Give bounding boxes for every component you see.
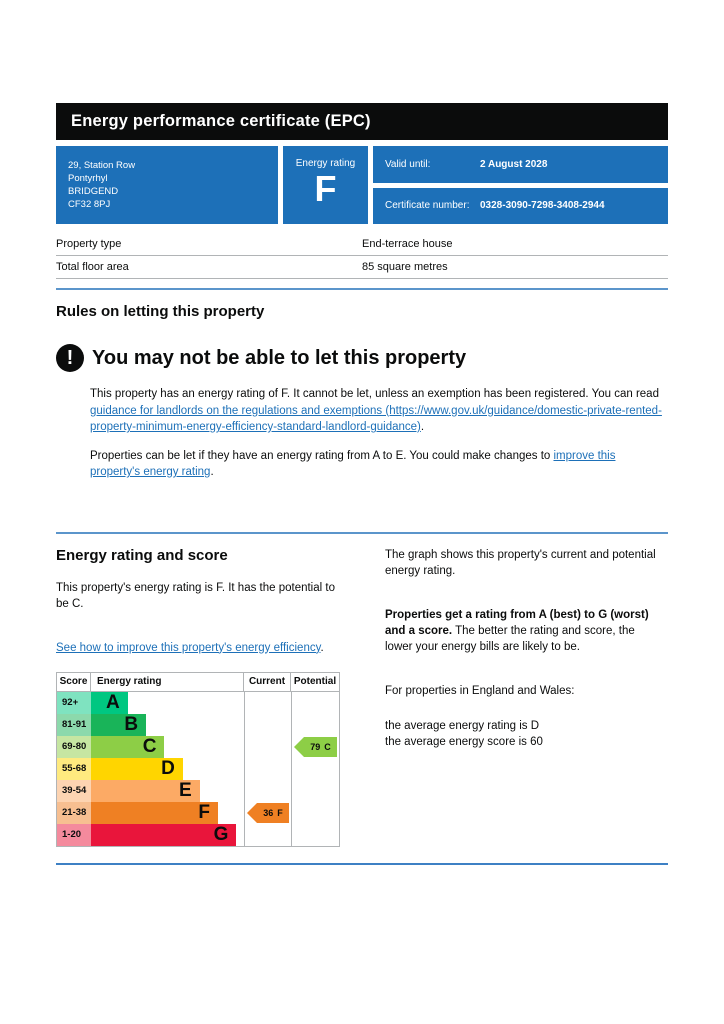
rules-body	[90, 386, 668, 481]
epc-bar-cell	[91, 758, 244, 780]
arrow-point-icon	[294, 737, 304, 757]
epc-potential-letter: C	[324, 741, 331, 752]
epc-bar-cell	[91, 780, 244, 802]
epc-current-cell	[244, 692, 291, 714]
epc-score-label: 81-91	[57, 714, 91, 736]
rating-intro-text: This property's energy rating is F. It has the potential to be C.	[56, 581, 335, 610]
rating-left-column	[56, 547, 340, 847]
property-type-label: Property type	[56, 238, 122, 250]
bottom-divider	[56, 863, 668, 865]
epc-band-bar	[91, 780, 200, 802]
epc-score-label: 21-38	[57, 802, 91, 824]
property-type-value: End-terrace house	[362, 238, 453, 250]
epc-column-header: Energy rating	[91, 673, 244, 692]
section-divider	[56, 288, 668, 290]
epc-band-letter: D	[161, 757, 175, 779]
average-rating-line: the average energy rating is D	[385, 719, 540, 732]
rating-section-heading: Energy rating and score	[56, 546, 228, 564]
epc-band-row	[57, 758, 339, 780]
warning-row	[56, 344, 668, 372]
average-values	[385, 718, 661, 750]
address-line-2: Pontyrhyl	[68, 173, 108, 184]
address-line-3: BRIDGEND	[68, 186, 119, 197]
exclamation-icon: !	[56, 344, 84, 372]
valid-until-label: Valid until:	[385, 158, 431, 170]
table-row	[56, 256, 668, 279]
address-line-1: 29, Station Row	[68, 160, 136, 171]
epc-band-letter: F	[198, 801, 210, 823]
improve-line-period: .	[320, 641, 324, 654]
rules-para2-text: Properties can be let if they have an energy rating from A to E. You could make changes to	[90, 449, 554, 462]
graph-description-text: The graph shows this property's current and potential energy rating.	[385, 548, 656, 577]
epc-band-bar	[91, 736, 164, 758]
epc-potential-arrow-label	[304, 737, 337, 757]
epc-score-label: 69-80	[57, 736, 91, 758]
certificate-content	[56, 103, 668, 865]
epc-current-cell	[244, 758, 291, 780]
epc-potential-cell	[291, 802, 339, 824]
average-score-line: the average energy score is 60	[385, 735, 543, 748]
epc-current-cell	[244, 802, 291, 824]
rules-para2-period: .	[210, 466, 214, 478]
epc-band-letter: C	[142, 735, 157, 757]
rules-para1-text: This property has an energy rating of F. It cannot be let, unless an exemption has been registered. You can read	[90, 388, 659, 400]
epc-bar-cell	[91, 692, 244, 714]
epc-band-bar	[91, 802, 218, 824]
address-line-4: CF32 8PJ	[68, 199, 111, 210]
improve-rating-link[interactable]: improve this property's energy rating	[90, 449, 616, 478]
rating-explanation-rest: The better the rating and score, the lower your energy bills are likely to be.	[385, 624, 635, 653]
improve-line	[56, 640, 340, 656]
rating-explanation-text	[385, 607, 661, 655]
epc-bar-cell	[91, 736, 244, 758]
epc-band-letter: A	[105, 691, 120, 713]
epc-score-label: 92+	[57, 692, 91, 714]
warning-heading: You may not be able to let this property	[92, 346, 467, 369]
floor-area-label: Total floor area	[56, 261, 129, 273]
epc-column-header: Current	[244, 673, 291, 692]
rating-explanation-bold: Properties get a rating from A (best) to G (worst) and a score.	[385, 608, 649, 637]
see-how-to-improve-link[interactable]: See how to improve this property's energy efficiency	[56, 641, 321, 654]
epc-band-row	[57, 802, 339, 824]
epc-potential-cell	[291, 824, 339, 846]
epc-column-header: Score	[57, 673, 91, 692]
epc-potential-score: 79	[310, 741, 321, 752]
certificate-number-row	[373, 188, 668, 225]
energy-rating-value: F	[314, 168, 337, 209]
rating-section	[56, 547, 668, 847]
property-address	[56, 146, 278, 224]
epc-potential-cell	[291, 714, 339, 736]
epc-band-bar	[91, 824, 236, 846]
rules-section-heading: Rules on letting this property	[56, 303, 265, 320]
certificate-banner	[56, 103, 668, 140]
rating-right-column	[385, 547, 661, 847]
page-title: Energy performance certificate (EPC)	[71, 112, 371, 130]
epc-band-row	[57, 780, 339, 802]
epc-band-row	[57, 736, 339, 758]
arrow-point-icon	[247, 803, 257, 823]
epc-band-row	[57, 714, 339, 736]
valid-until-row	[373, 146, 668, 183]
table-row	[56, 233, 668, 256]
summary-boxes	[56, 146, 668, 224]
rules-paragraph-1	[90, 386, 668, 436]
validity-boxes	[373, 146, 668, 224]
epc-bar-cell	[91, 824, 244, 846]
epc-column-header: Potential	[291, 673, 339, 692]
epc-rating-chart	[56, 672, 340, 847]
energy-rating-label: Energy rating	[295, 158, 356, 169]
epc-current-arrow	[247, 803, 289, 823]
epc-current-score: 36	[263, 807, 274, 818]
epc-band-bar	[91, 714, 146, 736]
epc-band-row	[57, 824, 339, 846]
england-wales-heading: For properties in England and Wales:	[385, 684, 575, 697]
epc-current-cell	[244, 824, 291, 846]
rules-para1-period: .	[420, 421, 425, 433]
floor-area-value: 85 square metres	[362, 261, 448, 273]
epc-current-arrow-label	[257, 803, 289, 823]
property-facts-table	[56, 233, 668, 279]
epc-band-letter: G	[213, 823, 229, 845]
epc-score-label: 1-20	[57, 824, 91, 846]
epc-potential-arrow	[294, 737, 337, 757]
energy-rating-box	[283, 146, 368, 224]
epc-current-cell	[244, 714, 291, 736]
certificate-number-value: 0328-3090-7298-3408-2944	[480, 200, 605, 212]
epc-bar-cell	[91, 714, 244, 736]
section-divider	[56, 532, 668, 534]
epc-current-letter: F	[277, 807, 283, 818]
certificate-number-label: Certificate number:	[385, 200, 470, 212]
epc-chart-header	[57, 673, 339, 692]
epc-current-cell	[244, 780, 291, 802]
epc-potential-cell	[291, 692, 339, 714]
epc-potential-cell	[291, 736, 339, 758]
epc-score-label: 55-68	[57, 758, 91, 780]
epc-band-bar	[91, 758, 183, 780]
epc-bar-cell	[91, 802, 244, 824]
epc-band-row	[57, 692, 339, 714]
epc-potential-cell	[291, 758, 339, 780]
epc-band-letter: B	[124, 713, 139, 735]
rules-paragraph-2	[90, 448, 668, 481]
epc-band-bar	[91, 692, 128, 714]
epc-current-cell	[244, 736, 291, 758]
valid-until-value: 2 August 2028	[480, 158, 548, 170]
epc-score-label: 39-54	[57, 780, 91, 802]
landlord-guidance-link[interactable]: guidance for landlords on the regulations and exemptions (https://www.gov.uk/guidance/domestic-private-rented-property-minimum-energy-efficiency-standard-landlord-guidance)	[90, 404, 662, 433]
epc-band-letter: E	[178, 779, 192, 801]
epc-potential-cell	[291, 780, 339, 802]
